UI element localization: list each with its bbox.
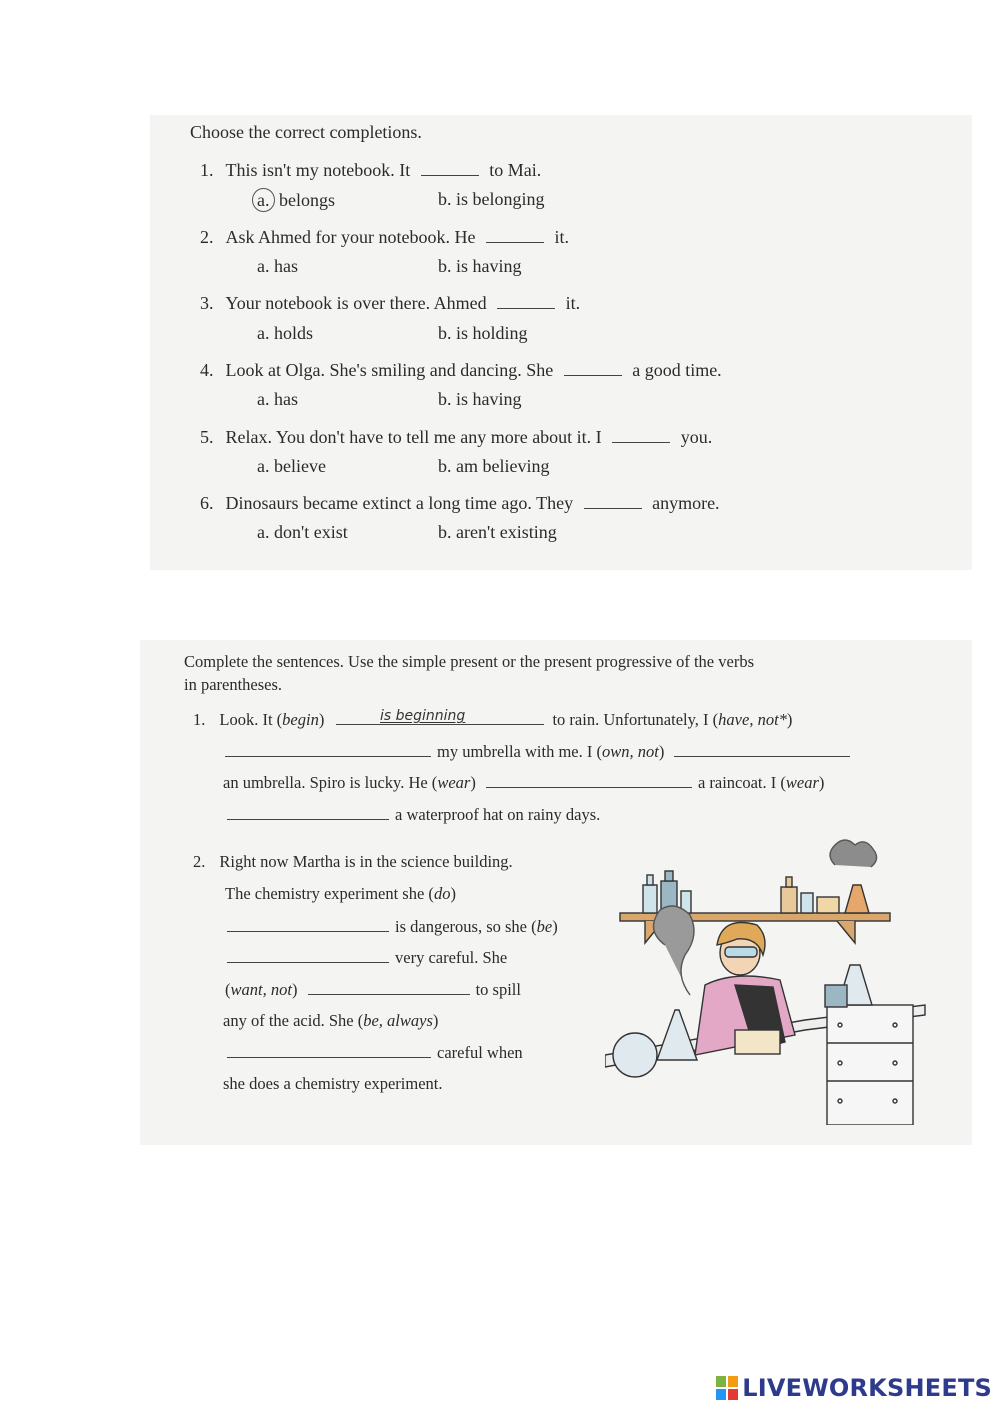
blank-wear-spiro[interactable]	[486, 771, 692, 788]
option-4a[interactable]: a. has	[257, 389, 298, 409]
ex2-item2-line1: 2. Right now Martha is in the science building.	[193, 852, 513, 871]
ex2-item2-line7: careful when	[227, 1041, 523, 1064]
ex2-item2-line4: very careful. She	[227, 946, 507, 969]
question-1: 1. This isn't my notebook. It to Mai.	[200, 160, 542, 180]
ex2-item2-line3: is dangerous, so she (be)	[227, 915, 558, 938]
blank-do[interactable]	[227, 915, 389, 932]
question-5: 5. Relax. You don't have to tell me any more about it. I you.	[200, 427, 713, 447]
ex2-item1-line3: an umbrella. Spiro is lucky. He (wear) a raincoat. I (wear)	[223, 773, 825, 792]
blank-own-not[interactable]	[674, 740, 850, 757]
blank-want-not[interactable]	[308, 978, 470, 995]
answer-blank-5[interactable]	[612, 426, 670, 443]
answer-blank-4[interactable]	[564, 359, 622, 376]
chemistry-lab-illustration	[605, 835, 935, 1125]
option-1b[interactable]: b. is belonging	[438, 189, 545, 209]
blank-be-always[interactable]	[227, 1041, 431, 1058]
exercise-1-instructions: Choose the correct completions.	[190, 122, 422, 142]
exercise-2-instructions-line2: in parentheses.	[184, 675, 283, 694]
blank-wear-i[interactable]	[227, 803, 389, 820]
ex2-item2-line6: any of the acid. She (be, always)	[223, 1011, 439, 1030]
blank-have-not[interactable]	[225, 740, 431, 757]
answer-blank-2[interactable]	[486, 226, 544, 243]
option-3b[interactable]: b. is holding	[438, 323, 528, 343]
option-3a[interactable]: a. holds	[257, 323, 314, 343]
option-6b[interactable]: b. aren't existing	[438, 522, 557, 542]
option-5a[interactable]: a. believe	[257, 456, 326, 476]
answer-blank-3[interactable]	[497, 292, 555, 309]
option-2a[interactable]: a. has	[257, 256, 298, 276]
liveworksheets-logo[interactable]	[716, 1373, 992, 1403]
example-answer: is beginning	[380, 708, 466, 724]
option-1a[interactable]: a. belongs	[257, 188, 335, 212]
question-4: 4. Look at Olga. She's smiling and dancing. She a good time.	[200, 360, 722, 380]
option-2b[interactable]: b. is having	[438, 256, 522, 276]
ex2-item1-line1: 1. Look. It (begin) to rain. Unfortunately, I (have, not*)	[193, 710, 793, 729]
ex2-item2-line8: she does a chemistry experiment.	[223, 1074, 443, 1093]
option-5b[interactable]: b. am believing	[438, 456, 550, 476]
selected-circle: a.	[252, 188, 275, 212]
ex2-item1-line2: my umbrella with me. I (own, not)	[225, 740, 850, 763]
question-2: 2. Ask Ahmed for your notebook. He it.	[200, 227, 569, 247]
answer-blank-1[interactable]	[421, 159, 479, 176]
option-4b[interactable]: b. is having	[438, 389, 522, 409]
logo-grid-icon	[716, 1376, 738, 1400]
brand-name: LIVEWORKSHEETS	[742, 1374, 992, 1402]
option-6a[interactable]: a. don't exist	[257, 522, 348, 542]
exercise-2-instructions-line1: Complete the sentences. Use the simple present or the present progressive of the verbs	[184, 652, 754, 671]
ex2-item2-line2: The chemistry experiment she (do)	[225, 884, 456, 903]
question-3: 3. Your notebook is over there. Ahmed it.	[200, 293, 581, 313]
ex2-item2-line5: (want, not) to spill	[225, 980, 521, 999]
blank-be[interactable]	[227, 946, 389, 963]
ex2-item1-line4: a waterproof hat on rainy days.	[227, 803, 600, 826]
answer-blank-6[interactable]	[584, 492, 642, 509]
question-6: 6. Dinosaurs became extinct a long time ago. They anymore.	[200, 493, 720, 513]
